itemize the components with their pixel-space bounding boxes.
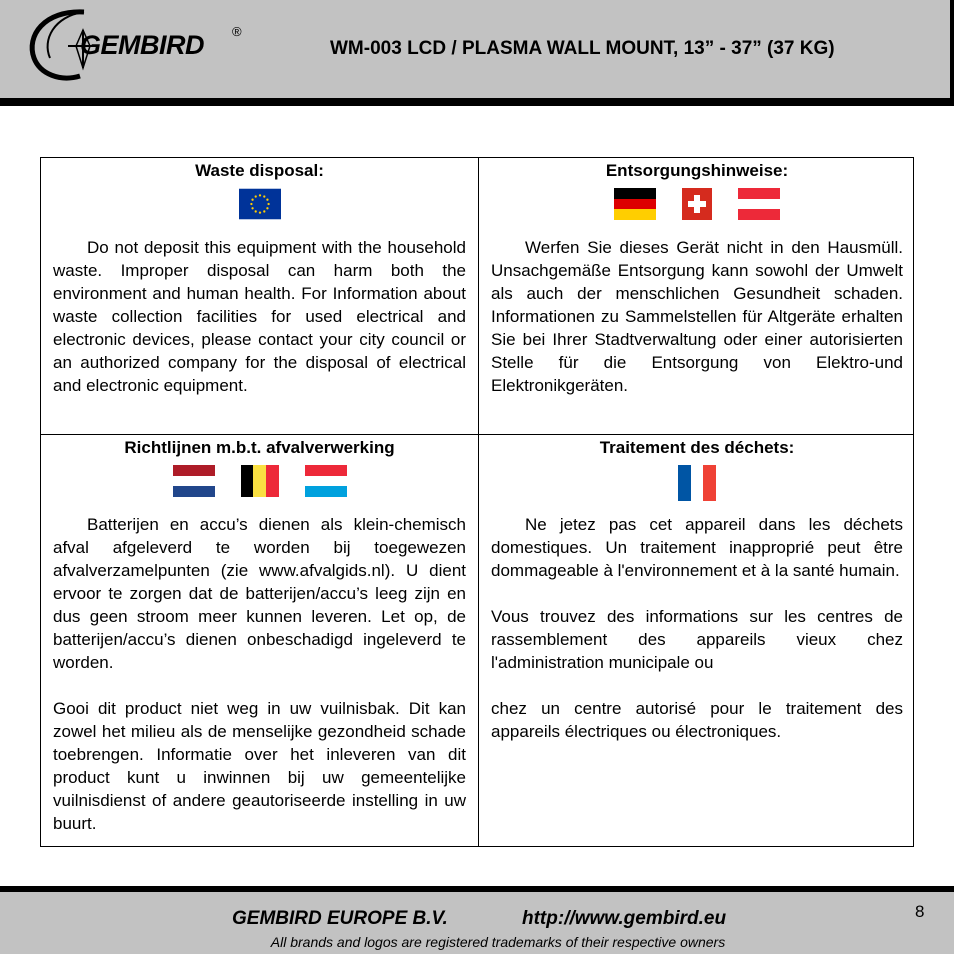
footer-band <box>0 886 954 954</box>
section-title: Richtlijnen m.b.t. afvalverwerking <box>124 438 395 457</box>
section-paragraph: Do not deposit this equipment with the household waste. Improper disposal can harm both the environment and human health. For Information about waste collection facilities for used electrical and electronic devices, please contact your city council or an authorized company for the disposal of electrical and electronic equipment. <box>53 238 466 395</box>
section-paragraph: Gooi dit product niet weg in uw vuilnisbak. Dit kan zowel het milieu als de menselijke gezondheid schade toebrengen. Informatie over het inleveren van dit product kunt u inwinnen bij uw gemeentelijke vuilnisdienst of andere geautoriseerde instelling in uw buurt. <box>53 699 466 833</box>
section-title: Waste disposal: <box>195 161 324 180</box>
flag-row <box>53 188 466 222</box>
france-flag-icon <box>678 465 716 501</box>
section-paragraph: Batterijen en accu’s dienen als klein-chemisch afval afgeleverd te worden bij toegewezen afvalverzamelpunten (zie www.afvalgids.nl). U dient ervoor te zorgen dat de batterijen/accu’s leeg zijn en dus geen stroom meer kunnen leveren. Let op, de batterijen/accu’s dienen onbeschadigd ingeleverd te worden. <box>53 515 466 672</box>
document-title: WM-003 LCD / PLASMA WALL MOUNT, 13” - 37” (37 KG) <box>330 38 835 59</box>
section-paragraph: Vous trouvez des informations sur les centres de rassemblement des appareils vieux chez l'administration municipale ou <box>491 607 903 672</box>
flag-row <box>491 465 903 499</box>
eu-flag-icon <box>239 188 281 220</box>
section-paragraph: chez un centre autorisé pour le traitement des appareils électriques ou électroniques. <box>491 699 903 741</box>
netherlands-flag-icon <box>173 465 215 497</box>
registered-mark: ® <box>232 24 242 39</box>
header-edge <box>950 0 954 98</box>
section-dutch <box>41 435 478 847</box>
section-title: Traitement des déchets: <box>599 438 795 457</box>
page-number: 8 <box>915 902 925 921</box>
section-french <box>479 435 915 847</box>
flag-row <box>53 465 466 499</box>
luxembourg-flag-icon <box>305 465 347 497</box>
section-german <box>479 158 915 434</box>
logo-text: GEMBIRD <box>80 30 204 60</box>
flag-row <box>491 188 903 222</box>
switzerland-flag-icon <box>682 188 712 220</box>
header-band <box>0 0 954 106</box>
disposal-table <box>40 157 914 847</box>
section-paragraph: Ne jetez pas cet appareil dans les déchets domestiques. Un traitement inapproprié peut être dommageable à l'environnement et à la santé humain. <box>491 515 903 580</box>
company-name: GEMBIRD EUROPE B.V. <box>232 908 448 929</box>
section-english <box>41 158 478 434</box>
section-paragraph: Werfen Sie dieses Gerät nicht in den Hausmüll. Unsachgemäße Entsorgung kann sowohl der Umwelt als auch der menschlichen Gesundheit schaden. Informationen zu Sammelstellen für Altgeräte erhalten Sie bei Ihrer Stadtverwaltung oder einer autorisierten Stelle für die Entsorgung von Elektro-und Elektronikgeräten. <box>491 238 903 395</box>
trademark-notice: All brands and logos are registered trademarks of their respective owners <box>270 934 726 950</box>
belgium-flag-icon <box>241 465 279 497</box>
section-title: Entsorgungshinweise: <box>605 161 789 180</box>
germany-flag-icon <box>614 188 656 220</box>
austria-flag-icon <box>738 188 780 220</box>
website-link[interactable]: http://www.gembird.eu <box>522 908 727 929</box>
